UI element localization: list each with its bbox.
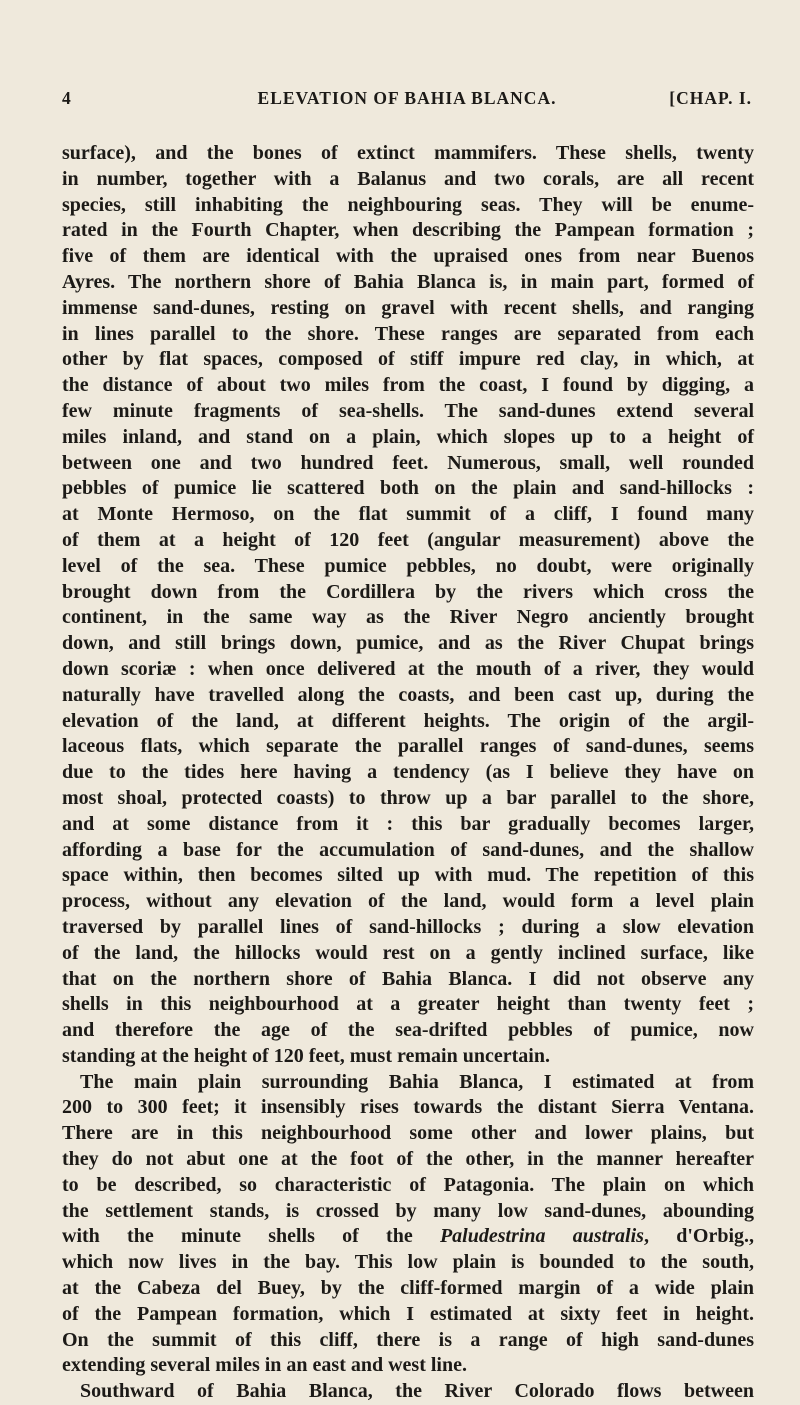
text-line: which now lives in the bay. This low plain is bounded to the south, — [62, 1251, 754, 1274]
text-line: of the Pampean formation, which I estimated at sixty feet in height. — [62, 1302, 754, 1325]
text-line: the settlement stands, is crossed by many low sand-dunes, abounding — [62, 1199, 754, 1222]
text-line: surface), and the bones of extinct mammifers. These shells, twenty — [62, 142, 754, 164]
text-line: space within, then becomes silted up with mud. The repetition of this — [62, 864, 754, 887]
text-line: in number, together with a Balanus and two corals, are all recent — [62, 167, 754, 190]
line-text-after: , d'Orbig., — [643, 1225, 754, 1248]
paragraph-start-line: Southward of Bahia Blanca, the River Colorado flows between — [80, 1380, 754, 1403]
text-line: shells in this neighbourhood at a greater height than twenty feet ; — [62, 993, 754, 1016]
paragraph-end-line: standing at the height of 120 feet, must remain uncertain. — [62, 1044, 550, 1067]
running-header — [62, 88, 752, 112]
paragraph-start-line: The main plain surrounding Bahia Blanca, I estimated at from — [80, 1070, 754, 1093]
text-line: down, and still brings down, pumice, and as the River Chupat brings — [62, 632, 754, 655]
text-line: process, without any elevation of the land, would form a level plain — [62, 890, 754, 913]
text-line: There are in this neighbourhood some other and lower plains, but — [62, 1122, 754, 1145]
text-line: to be described, so characteristic of Patagonia. The plain on which — [62, 1173, 754, 1196]
text-line: in lines parallel to the shore. These ranges are separated from each — [62, 322, 754, 345]
text-line: due to the tides here having a tendency (as I believe they have on — [62, 761, 754, 784]
text-line: Ayres. The northern shore of Bahia Blanca is, in main part, formed of — [62, 270, 754, 293]
chapter-label: [CHAP. I. — [669, 88, 752, 108]
paragraph-end-line: extending several miles in an east and west line. — [62, 1354, 467, 1377]
text-line: species, still inhabiting the neighbouring seas. They will be enume- — [62, 193, 754, 216]
text-line: laceous flats, which separate the parallel ranges of sand-dunes, seems — [62, 735, 754, 758]
text-line: of them at a height of 120 feet (angular measurement) above the — [62, 528, 754, 551]
text-line: naturally have travelled along the coasts, and been cast up, during the — [62, 683, 754, 706]
text-line: few minute fragments of sea-shells. The sand-dunes extend several — [62, 399, 754, 422]
text-line: continent, in the same way as the River Negro anciently brought — [62, 606, 754, 629]
text-line: of the land, the hillocks would rest on a gently inclined surface, like — [62, 941, 754, 964]
text-line: miles inland, and stand on a plain, which slopes up to a height of — [62, 425, 754, 448]
text-line: at the Cabeza del Buey, by the cliff-formed margin of a wide plain — [62, 1277, 754, 1300]
text-line: On the summit of this cliff, there is a range of high sand-dunes — [62, 1328, 754, 1351]
text-line: and therefore the age of the sea-drifted pebbles of pumice, now — [62, 1019, 754, 1042]
text-line: level of the sea. These pumice pebbles, no doubt, were originally — [62, 554, 754, 577]
text-line: other by flat spaces, composed of stiff impure red clay, in which, at — [62, 348, 754, 371]
text-line: rated in the Fourth Chapter, when describing the Pampean formation ; — [62, 219, 754, 242]
text-line: most shoal, protected coasts) to throw up a bar parallel to the shore, — [62, 786, 754, 809]
text-line: between one and two hundred feet. Numerous, small, well rounded — [62, 451, 754, 474]
text-line: affording a base for the accumulation of sand-dunes, and the shallow — [62, 838, 754, 861]
text-line: they do not abut one at the foot of the other, in the manner hereafter — [62, 1148, 754, 1171]
text-line: brought down from the Cordillera by the rivers which cross the — [62, 580, 754, 603]
text-line: down scoriæ : when once delivered at the mouth of a river, they would — [62, 657, 754, 680]
line-text-before: with the minute shells of the — [62, 1225, 440, 1248]
text-line: elevation of the land, at different heights. The origin of the argil- — [62, 709, 754, 732]
text-line: five of them are identical with the upraised ones from near Buenos — [62, 245, 754, 268]
text-line: the distance of about two miles from the coast, I found by digging, a — [62, 374, 754, 397]
page-number: 4 — [62, 88, 72, 108]
text-line: traversed by parallel lines of sand-hillocks ; during a slow elevation — [62, 915, 754, 938]
text-line: 200 to 300 feet; it insensibly rises towards the distant Sierra Ventana. — [62, 1096, 754, 1119]
text-line: at Monte Hermoso, on the flat summit of a cliff, I found many — [62, 503, 754, 526]
text-line-with-species — [62, 1224, 754, 1250]
text-line: and at some distance from it : this bar gradually becomes larger, — [62, 812, 754, 835]
text-line: immense sand-dunes, resting on gravel with recent shells, and ranging — [62, 296, 754, 319]
body-text — [62, 141, 754, 1405]
species-name: Paludestrina australis — [439, 1225, 644, 1248]
text-line: pebbles of pumice lie scattered both on the plain and sand-hillocks : — [62, 477, 754, 500]
text-line: that on the northern shore of Bahia Blanca. I did not observe any — [62, 967, 754, 990]
running-title: ELEVATION OF BAHIA BLANCA. — [257, 88, 557, 108]
